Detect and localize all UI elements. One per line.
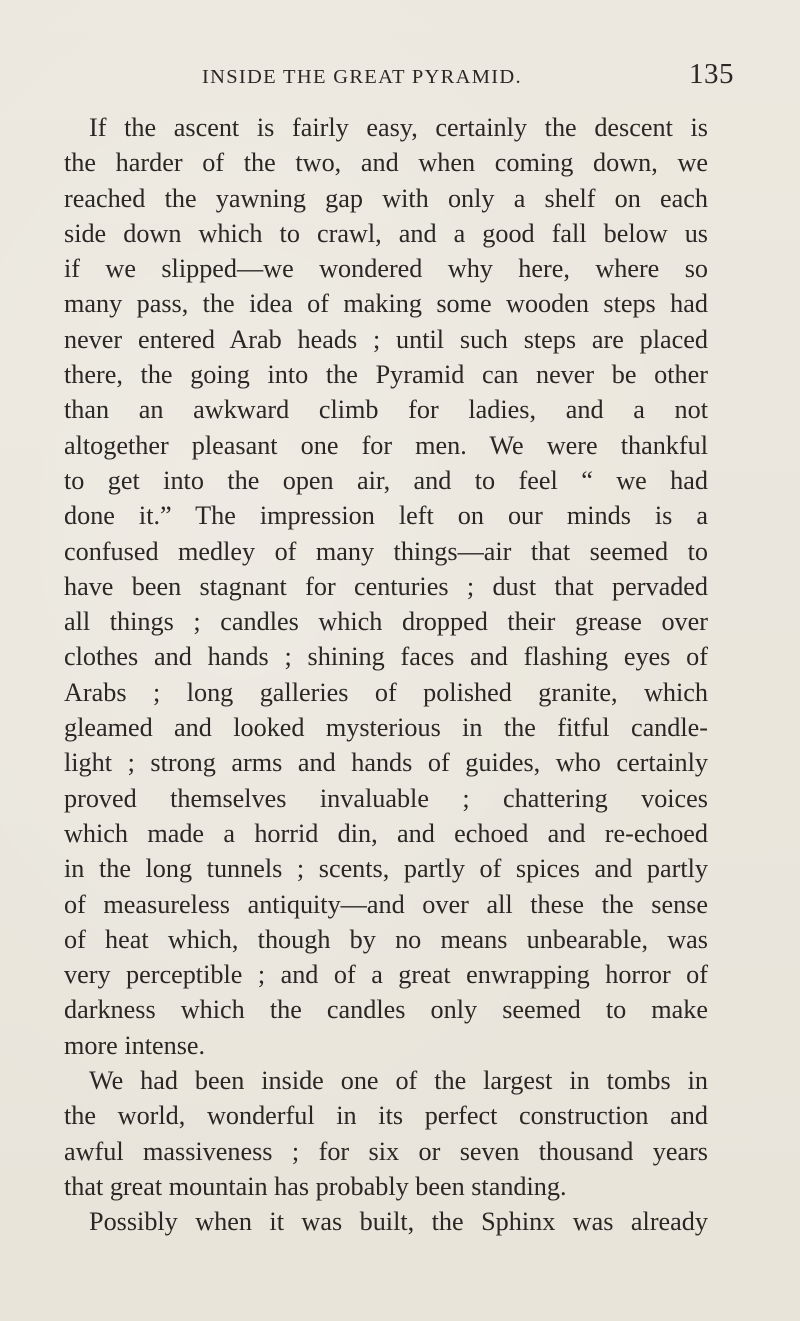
text-line: gleamed and looked mysterious in the fitful candle-: [64, 713, 708, 743]
text-line: more intense.: [64, 1030, 206, 1060]
text-line: If the ascent is fairly easy, certainly the descent is: [89, 113, 708, 142]
body-text: [64, 110, 708, 1240]
text-line: proved themselves invaluable ; chattering voices: [64, 783, 708, 813]
text-line: that great mountain has probably been standing.: [64, 1171, 567, 1201]
text-line: all things ; candles which dropped their grease over: [64, 607, 708, 637]
text-line: darkness which the candles only seemed to make: [64, 995, 708, 1025]
text-line: the world, wonderful in its perfect construction and: [64, 1101, 708, 1131]
text-line: awful massiveness ; for six or seven thousand years: [64, 1136, 708, 1166]
text-line: if we slipped—we wondered why here, where so: [64, 254, 708, 284]
text-line: of measureless antiquity—and over all these the sense: [64, 889, 708, 919]
text-line: light ; strong arms and hands of guides, who certainly: [64, 748, 708, 778]
text-line: the harder of the two, and when coming down, we: [64, 148, 708, 178]
text-line: never entered Arab heads ; until such steps are placed: [64, 324, 708, 354]
text-line: Possibly when it was built, the Sphinx was already: [89, 1207, 708, 1237]
text-line: which made a horrid din, and echoed and re-echoed: [64, 818, 708, 848]
text-line: to get into the open air, and to feel “ we had: [64, 465, 708, 495]
text-line: many pass, the idea of making some wooden steps had: [64, 289, 708, 319]
text-line: We had been inside one of the largest in tombs in: [89, 1066, 708, 1096]
text-line: have been stagnant for centuries ; dust that pervaded: [64, 571, 708, 601]
running-title: INSIDE THE GREAT PYRAMID.: [202, 66, 522, 88]
text-line: in the long tunnels ; scents, partly of spices and partly: [64, 854, 708, 884]
text-line: altogether pleasant one for men. We were thankful: [64, 430, 708, 460]
text-line: there, the going into the Pyramid can never be other: [64, 360, 708, 390]
running-head: [202, 58, 734, 88]
text-line: very perceptible ; and of a great enwrapping horror of: [64, 960, 708, 990]
text-line: side down which to crawl, and a good fall below us: [64, 218, 708, 248]
text-line: Arabs ; long galleries of polished granite, which: [64, 677, 708, 707]
text-line: confused medley of many things—air that seemed to: [64, 536, 708, 566]
text-line: done it.” The impression left on our minds is a: [64, 501, 708, 531]
text-line: reached the yawning gap with only a shelf on each: [64, 183, 708, 213]
page-number: 135: [689, 58, 734, 90]
text-line: clothes and hands ; shining faces and flashing eyes of: [64, 642, 708, 672]
text-line: of heat which, though by no means unbearable, was: [64, 924, 708, 954]
text-line: than an awkward climb for ladies, and a not: [64, 395, 708, 425]
